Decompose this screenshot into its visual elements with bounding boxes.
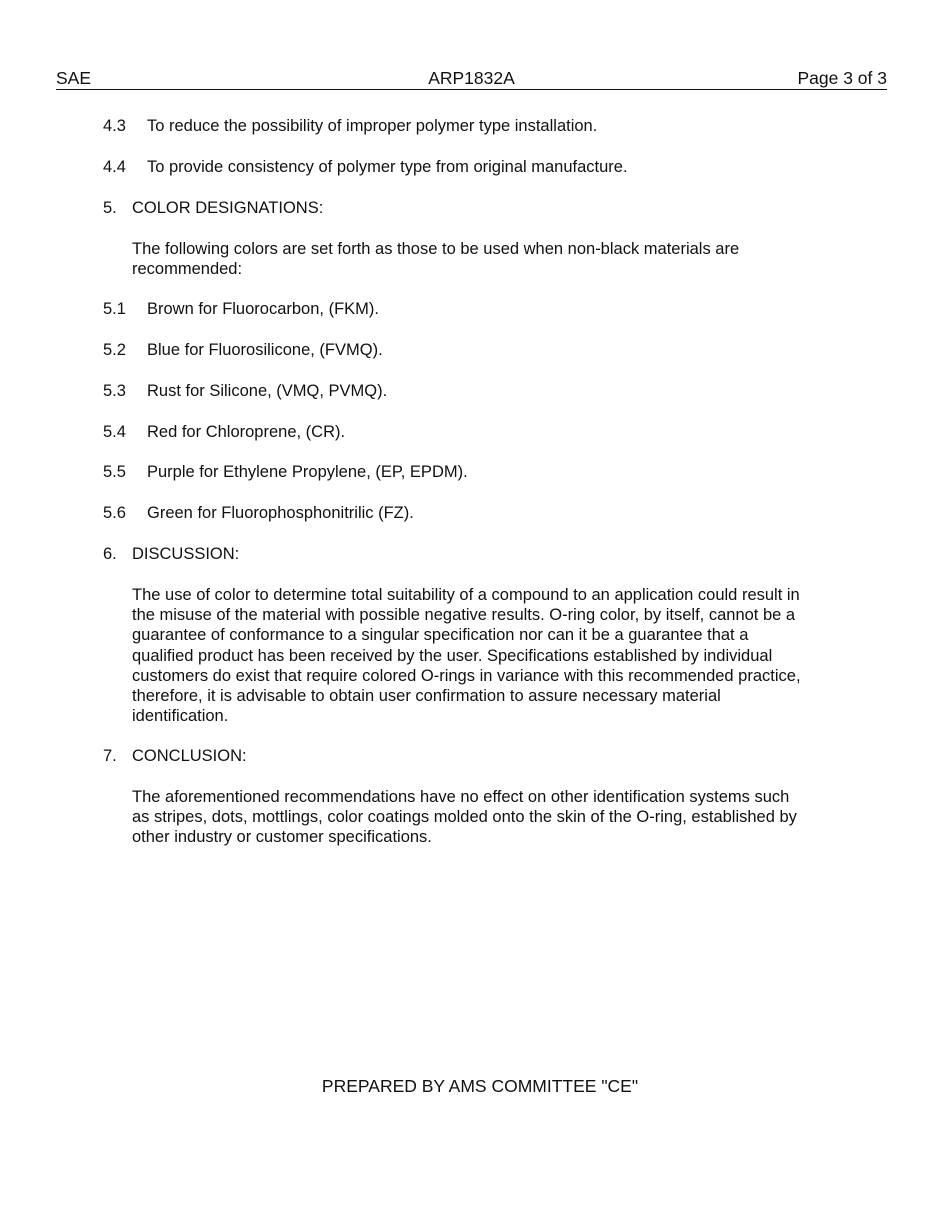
- section-number: 5.: [103, 199, 117, 217]
- paragraph-line: The following colors are set forth as those to be used when non-black materials are: [132, 240, 740, 258]
- header-organization: SAE: [56, 68, 92, 88]
- item-text: Blue for Fluorosilicone, (FVMQ).: [147, 341, 383, 359]
- item-number: 5.3: [103, 382, 126, 400]
- item-text: Purple for Ethylene Propylene, (EP, EPDM).: [147, 463, 468, 481]
- item-text: To reduce the possibility of improper polymer type installation.: [147, 117, 598, 135]
- item-text: Red for Chloroprene, (CR).: [147, 423, 346, 441]
- item-number: 5.5: [103, 463, 126, 481]
- page-header: [56, 67, 887, 90]
- item-text: Green for Fluorophosphonitrilic (FZ).: [147, 504, 414, 522]
- item-text: To provide consistency of polymer type from original manufacture.: [147, 158, 628, 176]
- paragraph-line: therefore, it is advisable to obtain user confirmation to assure necessary material: [132, 687, 721, 706]
- section-title: CONCLUSION:: [132, 747, 247, 765]
- item-number: 5.6: [103, 504, 126, 522]
- section-intro-paragraph: [132, 239, 872, 279]
- section-number: 7.: [103, 747, 117, 765]
- item-number: 4.3: [103, 117, 126, 135]
- section-title: DISCUSSION:: [132, 545, 240, 563]
- paragraph-line: other industry or customer specifications.: [132, 828, 432, 847]
- item-number: 5.1: [103, 300, 126, 318]
- paragraph-line: The use of color to determine total suitability of a compound to an application could result in: [132, 586, 800, 604]
- prepared-by-footer: PREPARED BY AMS COMMITTEE "CE": [321, 1076, 639, 1096]
- paragraph-line: The aforementioned recommendations have no effect on other identification systems such: [132, 788, 790, 806]
- header-document-number: ARP1832A: [428, 68, 515, 88]
- discussion-paragraph: [132, 585, 872, 726]
- conclusion-paragraph: [132, 787, 872, 848]
- paragraph-line: qualified product has been received by the user. Specifications established by individual: [132, 646, 773, 665]
- item-number: 5.2: [103, 341, 126, 359]
- item-text: Brown for Fluorocarbon, (FKM).: [147, 300, 379, 318]
- paragraph-line: recommended:: [132, 260, 243, 279]
- item-text: Rust for Silicone, (VMQ, PVMQ).: [147, 382, 388, 400]
- paragraph-line: guarantee of conformance to a singular specification nor can it be a guarantee that a: [132, 626, 749, 645]
- paragraph-line: identification.: [132, 707, 229, 726]
- item-number: 4.4: [103, 158, 126, 176]
- paragraph-line: as stripes, dots, mottlings, color coatings molded onto the skin of the O-ring, established by: [132, 808, 797, 827]
- section-title: COLOR DESIGNATIONS:: [132, 199, 324, 217]
- header-page-number: Page 3 of 3: [797, 68, 887, 88]
- section-number: 6.: [103, 545, 117, 563]
- item-number: 5.4: [103, 423, 126, 441]
- paragraph-line: customers do exist that require colored O-rings in variance with this recommended practice,: [132, 666, 801, 685]
- paragraph-line: the misuse of the material with possible negative results. O-ring color, by itself, cannot be a: [132, 606, 796, 625]
